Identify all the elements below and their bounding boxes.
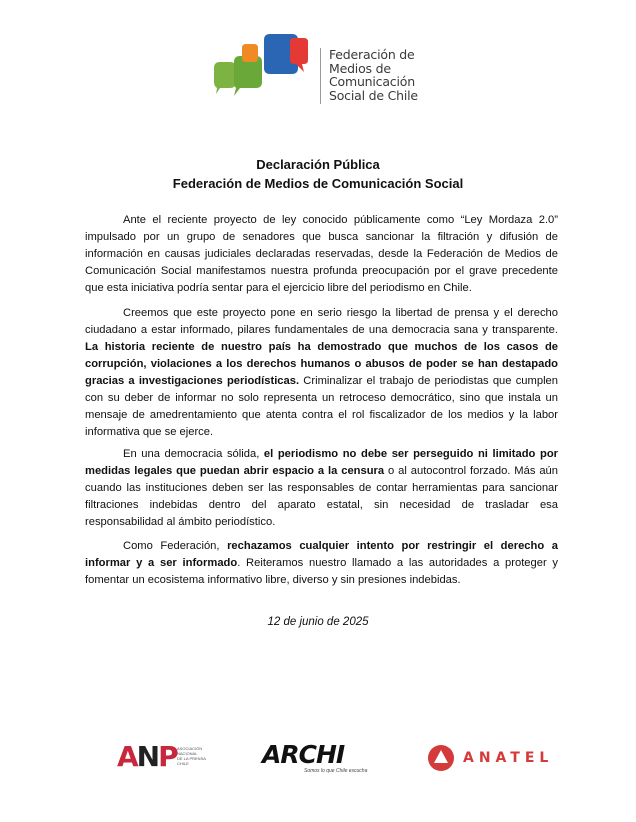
- paragraph-bold: el periodismo no debe ser perseguido ni limitado por medidas legales que puedan abrir espacio a la censura: [85, 448, 559, 477]
- document-date: 12 de junio de 2025: [267, 616, 369, 628]
- archi-logo: [262, 740, 368, 776]
- paragraph-4: [85, 538, 558, 589]
- anatel-circle-icon: [427, 744, 457, 772]
- anp-logo: [117, 740, 213, 776]
- paragraph-1: [85, 212, 558, 297]
- anp-caption: ASOCIACIÓN NACIONAL DE LA PRENSA CHILE: [177, 746, 206, 766]
- archi-wordmark: ARCHI: [262, 740, 345, 769]
- paragraph-3: [85, 446, 558, 531]
- document-title: Declaración Pública: [256, 157, 380, 172]
- paragraph-text: Criminalizar el trabajo de periodistas que cumplen con su deber de informar no solo representa un retroceso democrático, sino que instala un mensaje de amedrentamiento que atenta contra el rol fiscalizador de los medios y la labor informativa que se ejerce.: [85, 375, 558, 438]
- speech-bubbles-icon: [212, 34, 322, 110]
- paragraph-2: [85, 305, 558, 441]
- federation-logo: [212, 34, 427, 110]
- paragraph-text: Como Federación,: [123, 540, 228, 552]
- logo-line: Social de Chile: [329, 87, 418, 103]
- logo-text: [329, 48, 418, 102]
- anatel-logo: [427, 744, 562, 772]
- paragraph-bold: La historia reciente de nuestro país ha demostrado que muchos de los casos de corrupción, violaciones a los derechos humanos o abusos de poder se han destapado gracias a investigaciones periodísticas.: [85, 341, 558, 387]
- logo-line: Federación de: [329, 47, 415, 62]
- paragraph-text: En una democracia sólida,: [123, 448, 264, 460]
- paragraph-bold: rechazamos cualquier intento por restringir el derecho a informar y a ser informado: [85, 540, 558, 569]
- paragraph-text: o al autocontrol forzado. Más aún cuando las instituciones deben ser las responsables de contar herramientas para sancionar filtraciones indebidas dentro del aparato estatal, sin necesidad de trasladar esa responsabilidad al ámbito periodístico.: [85, 465, 558, 528]
- paragraph-text: Creemos que este proyecto pone en serio riesgo la libertad de prensa y el derecho ciudadano a estar informado, pilares fundamentales de una democracia sana y transparente.: [85, 307, 558, 336]
- document-subtitle: Federación de Medios de Comunicación Social: [172, 176, 464, 191]
- anp-letters: ANP: [117, 740, 177, 773]
- paragraph-text: Ante el reciente proyecto de ley conocido públicamente como “Ley Mordaza 2.0” impulsado por un grupo de senadores que busca sancionar la filtración y difusión de información en causas judiciales declaradas reservadas, desde la Federación de Medios de Comunicación Social manifestamos nuestra profunda preocupación por el grave precedente que esta iniciativa podría sentar para el ejercicio libre del periodismo en Chile.: [85, 214, 558, 294]
- anatel-wordmark: ANATEL: [463, 750, 554, 766]
- archi-tagline: Somos lo que Chile escucha: [304, 768, 368, 774]
- logo-divider: [320, 48, 321, 104]
- logo-line: Medios de: [329, 60, 391, 76]
- paragraph-text: . Reiteramos nuestro llamado a las autoridades a proteger y fomentar un ecosistema informativo libre, diverso y sin presiones indebidas.: [85, 557, 559, 586]
- logo-line: Comunicación: [329, 74, 415, 89]
